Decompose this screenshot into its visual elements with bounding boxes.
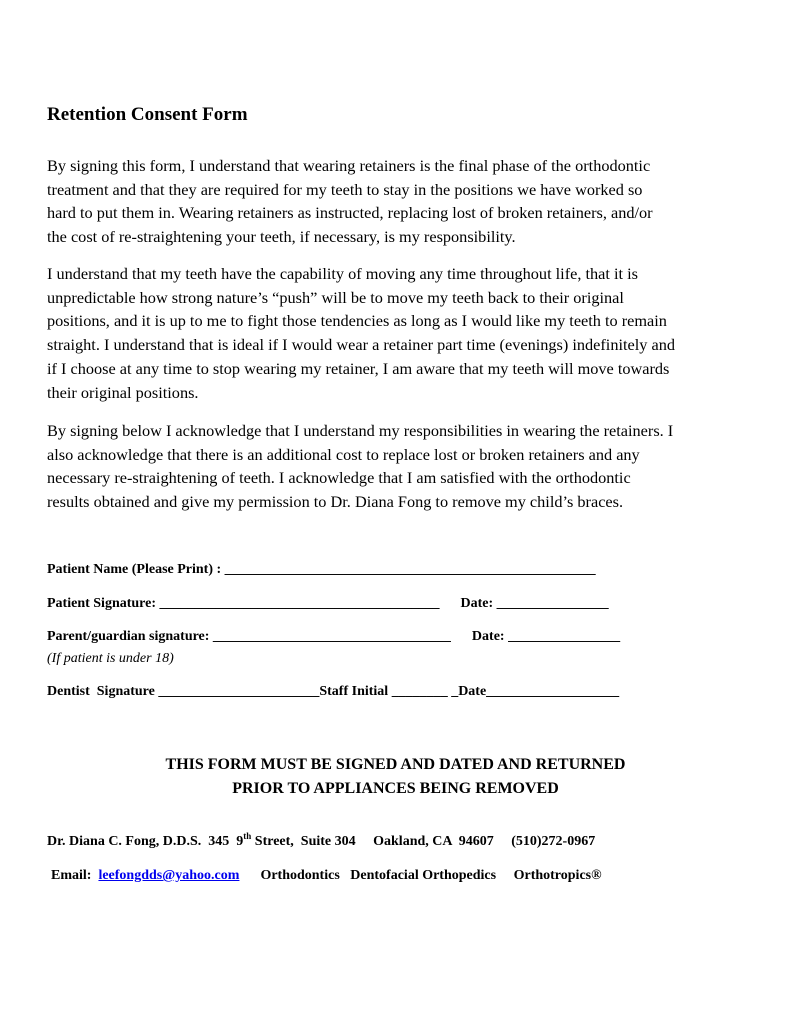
paragraph-1-line: treatment and that they are required for my teeth to stay in the positions we have worked so	[47, 179, 643, 199]
paragraph-1-line: the cost of re-straightening your teeth, if necessary, is my responsibility.	[47, 227, 516, 247]
paragraph-2-line: positions, and it is up to me to fight those tendencies as long as I would like my teeth to remain	[47, 311, 667, 331]
notice-line-2: PRIOR TO APPLIANCES BEING REMOVED	[232, 780, 559, 797]
notice-line-1: THIS FORM MUST BE SIGNED AND DATED AND RETURNED	[165, 756, 626, 773]
paragraph-1-line: hard to put them in. Wearing retainers as instructed, replacing lost of broken retainers, and/or	[47, 203, 653, 223]
address-text-rest: Street, Suite 304 Oakland, CA 94607 (510)272-0967	[251, 834, 596, 849]
paragraph-1-line: By signing this form, I understand that wearing retainers is the final phase of the orthodontic	[47, 156, 651, 175]
parent-signature-note: (If patient is under 18)	[47, 651, 174, 666]
paragraph-2-line: their original positions.	[47, 382, 199, 402]
paragraph-3-line: By signing below I acknowledge that I understand my responsibilities in wearing the retainers. I	[47, 421, 674, 440]
paragraph-2-line: I understand that my teeth have the capability of moving any time throughout life, that it is	[47, 264, 638, 283]
paragraph-3-line: also acknowledge that there is an additional cost to replace lost or broken retainers and any	[47, 444, 640, 464]
dentist-signature-field[interactable]: Dentist Signature _______________________Staff Initial ________ _Date___________________	[47, 684, 620, 699]
paragraph-2-line: straight. I understand that is ideal if I would wear a retainer part time (evenings) indefinitely and	[47, 335, 675, 355]
form-title: Retention Consent Form	[47, 104, 248, 125]
paragraph-3-line: results obtained and give my permission to Dr. Diana Fong to remove my child’s braces.	[47, 492, 624, 512]
paragraph-2	[47, 262, 757, 404]
address-superscript: th	[243, 831, 252, 841]
patient-name-field[interactable]: Patient Name (Please Print) : _____________________________________________________	[47, 562, 596, 577]
address-text: Dr. Diana C. Fong, D.D.S. 345 9	[47, 834, 244, 849]
patient-signature-field[interactable]: Patient Signature: ________________________________________ Date: ________________	[47, 596, 609, 611]
email-label: Email:	[51, 868, 99, 883]
contact-line	[51, 868, 602, 884]
paragraph-3	[47, 419, 757, 514]
specialties-text: Orthodontics Dentofacial Orthopedics Orthotropics®	[239, 868, 602, 883]
email-link[interactable]: leefongdds@yahoo.com	[98, 868, 240, 883]
paragraph-1	[47, 154, 757, 249]
paragraph-3-line: necessary re-straightening of teeth. I acknowledge that I am satisfied with the orthodontic	[47, 468, 631, 488]
paragraph-2-line: if I choose at any time to stop wearing my retainer, I am aware that my teeth will move towards	[47, 358, 670, 378]
paragraph-2-line: unpredictable how strong nature’s “push” will be to move my teeth back to their original	[47, 287, 624, 307]
office-address	[47, 831, 596, 850]
parent-signature-field[interactable]: Parent/guardian signature: __________________________________ Date: ________________	[47, 629, 621, 644]
